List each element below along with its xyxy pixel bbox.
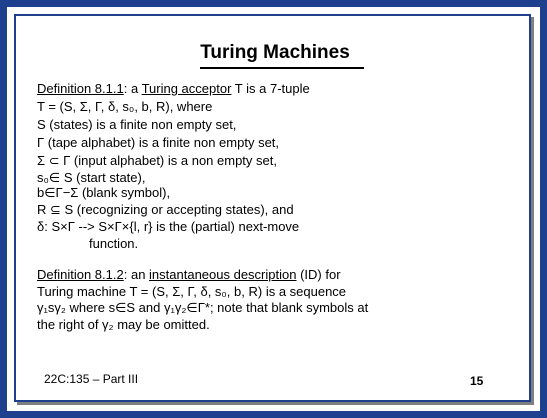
def1-colon: : a — [123, 81, 142, 96]
def2-heading — [37, 267, 341, 283]
def1-rest: T is a 7-tuple — [231, 81, 310, 96]
def2-line: γ₁sγ₂ where s∈S and γ₁γ₂∈Γ*; note that blank symbols at — [37, 300, 369, 315]
def2-label: Definition 8.1.2 — [37, 267, 124, 282]
def2-rest: (ID) for — [296, 267, 341, 282]
def2-line: the right of γ₂ may be omitted. — [37, 317, 210, 332]
def2-line: Turing machine T = (S, Σ, Γ, δ, s₀, b, R) is a sequence — [37, 284, 347, 299]
page-number: 15 — [470, 374, 484, 388]
def1-line: b∈Γ−Σ (blank symbol), — [37, 185, 171, 200]
def1-line: Γ (tape alphabet) is a finite non empty set, — [37, 135, 280, 150]
def1-label: Definition 8.1.1 — [37, 81, 124, 96]
footer-course: 22C:135 – Part III — [44, 372, 139, 386]
def1-line: δ: S×Γ --> S×Γ×{l, r} is the (partial) next-move — [37, 219, 300, 234]
def1-term: Turing acceptor — [141, 81, 232, 96]
def2-colon: : an — [123, 267, 150, 282]
def1-heading — [37, 81, 310, 97]
def1-line: S (states) is a finite non empty set, — [37, 117, 237, 132]
def2-term: instantaneous description — [149, 267, 297, 282]
def1-line: Σ ⊂ Γ (input alphabet) is a non empty set, — [37, 153, 277, 168]
def1-line: T = (S, Σ, Γ, δ, s₀, b, R), where — [37, 99, 213, 114]
def1-line: s₀∈ S (start state), — [37, 170, 146, 185]
def1-line: R ⊆ S (recognizing or accepting states), and — [37, 202, 294, 217]
title-underline — [200, 67, 364, 69]
slide-title: Turing Machines — [200, 42, 350, 63]
def1-line: function. — [89, 236, 139, 251]
